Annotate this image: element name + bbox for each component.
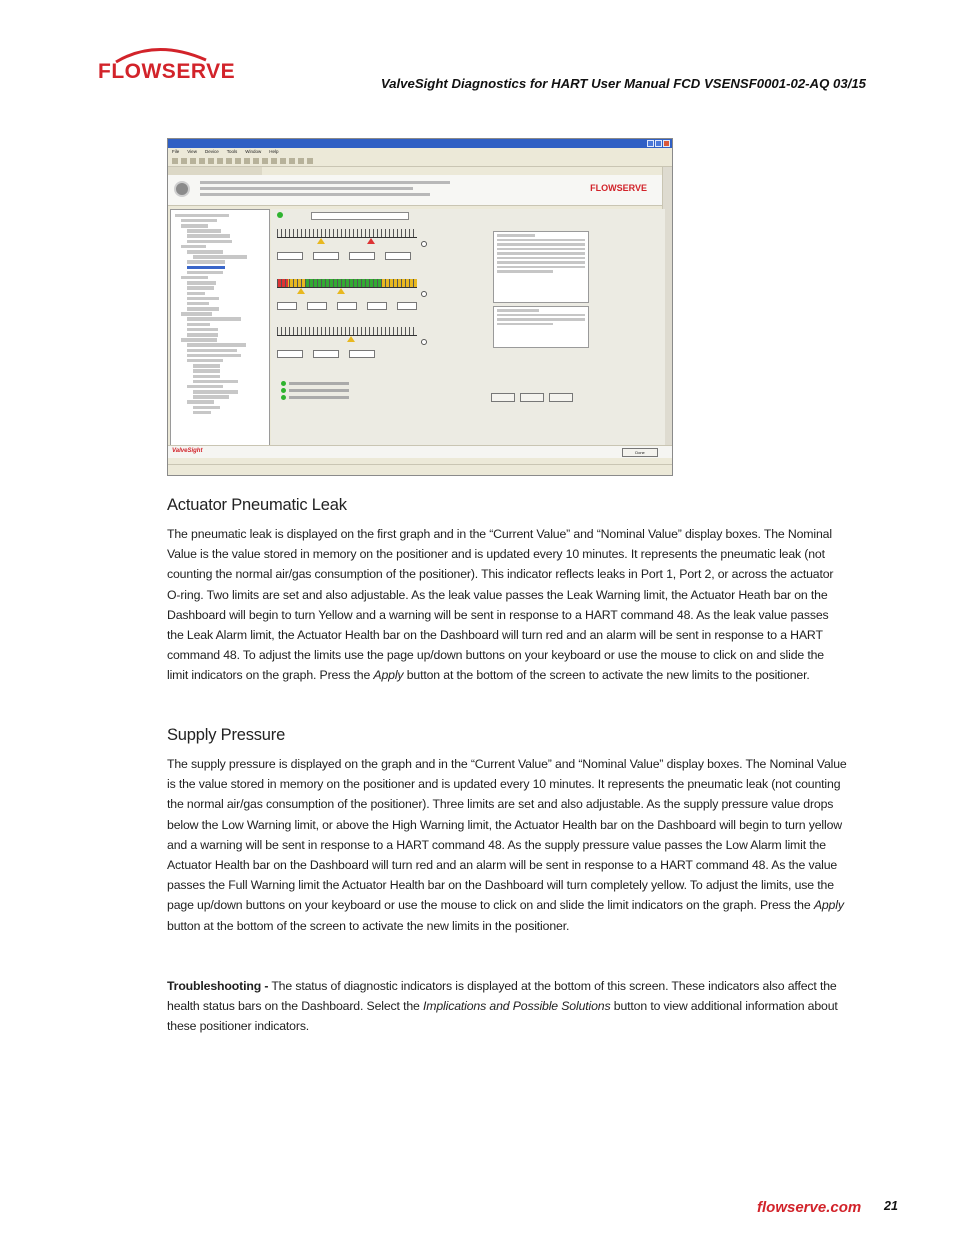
device-banner: [168, 175, 663, 206]
actuator-field: [311, 212, 409, 220]
app-footer: [168, 445, 672, 458]
tool-icon: [208, 158, 214, 164]
window-controls: [647, 140, 670, 147]
ram-limit-graph: [277, 327, 417, 358]
apply-term: Apply: [373, 668, 404, 683]
tool-icon: [262, 158, 268, 164]
tool-icon: [181, 158, 187, 164]
implications-term: Implications and Possible Solutions: [422, 999, 611, 1014]
possible-solution-panel: [493, 306, 589, 348]
menu-help: Help: [269, 149, 279, 154]
troubleshooting-label: Troubleshooting -: [167, 979, 269, 993]
action-buttons: [491, 393, 573, 402]
minimize-icon: [647, 140, 654, 147]
tool-icon: [271, 158, 277, 164]
done-label: Done: [635, 450, 645, 455]
page-number: 21: [884, 1199, 898, 1213]
pneumatic-leak-graph: [277, 229, 417, 260]
menu-file: File: [172, 149, 180, 154]
device-tab: [168, 167, 262, 175]
menu-tools: Tools: [226, 149, 238, 154]
implications-option: [421, 241, 427, 247]
apply-term: Apply: [813, 898, 844, 913]
section-heading: Supply Pressure: [167, 726, 286, 744]
section-body: [167, 754, 847, 936]
done-button: [622, 448, 658, 457]
tool-icon: [307, 158, 313, 164]
menu-window: Window: [245, 149, 262, 154]
tool-icon: [289, 158, 295, 164]
tool-icon: [280, 158, 286, 164]
status-indicators: [281, 379, 349, 402]
status-bar: [168, 464, 672, 475]
status-led-icon: [277, 212, 283, 218]
software-screenshot: [167, 138, 673, 476]
toolbar: [168, 156, 672, 167]
menu-bar: [168, 148, 672, 156]
logo-wordmark: FLOWSERVE: [98, 60, 236, 83]
menu-view: View: [187, 149, 197, 154]
valve-device-icon: [174, 181, 190, 197]
manual-title: ValveSight Diagnostics for HART User Manual FCD VSENSF0001-02-AQ 03/15: [380, 76, 866, 91]
body-text: The supply pressure is displayed on the graph and in the “Current Value” and “Nominal Value” display boxes. The Nominal Value is the value stored in memory on the positioner and is updated every 10 minutes. It represents the pneumatic leak (not counting the normal air/gas consumption of the positioner). Three limits are set and also adjustable. As the supply pressure value drops below the Low Warning limit, or above the High Warning limit, the Actuator Health bar on the Dashboard will begin to turn yellow and a warning will be sent in response to a HART command 48. As the supply pressure value passes the Low Alarm limit the Actuator Health bar on the Dashboard will turn red and an alarm will be sent in response to a HART command 48. As the value passes the Full Warning limit the Actuator Health bar on the Dashboard will turn completely yellow. To adjust the limits, use the page up/down buttons on your keyboard or use the mouse to click on and slide the limit indicators on the graph. Press the: [167, 757, 847, 913]
tool-icon: [253, 158, 259, 164]
device-info-lines: [200, 178, 450, 199]
tool-icon: [226, 158, 232, 164]
body-text: button at the bottom of the screen to activate the new limits to the positioner.: [403, 668, 810, 683]
close-icon: [663, 140, 670, 147]
troubleshooting-paragraph: [167, 976, 847, 1037]
valvesight-brand: ValveSight: [172, 448, 203, 454]
navigation-tree: [170, 209, 270, 447]
flowserve-logo: [96, 44, 236, 94]
body-text: button to view additional information about these positioner indicators.: [167, 999, 838, 1034]
section-heading: Actuator Pneumatic Leak: [167, 496, 347, 514]
implications-option: [421, 291, 427, 297]
tool-icon: [199, 158, 205, 164]
tool-icon: [172, 158, 178, 164]
body-text: button at the bottom of the screen to activate the new limits in the positioner.: [167, 918, 570, 933]
footer-url[interactable]: flowserve.com: [757, 1199, 862, 1216]
menu-device: Device: [204, 149, 219, 154]
tool-icon: [217, 158, 223, 164]
screenshot-logo: FLOWSERVE: [590, 183, 647, 193]
maximize-icon: [655, 140, 662, 147]
tool-icon: [190, 158, 196, 164]
body-text: The status of diagnostic indicators is displayed at the bottom of this screen. These indicators also affect the health status bars on the Dashboard. Select the: [167, 979, 837, 1014]
tool-icon: [235, 158, 241, 164]
implications-option: [421, 339, 427, 345]
tool-icon: [244, 158, 250, 164]
supply-pressure-graph: [277, 279, 417, 310]
body-text: The pneumatic leak is displayed on the first graph and in the “Current Value” and “Nominal Value” display boxes. The Nominal Value is the value stored in memory on the positioner and is updated every 10 minutes. It represents the pneumatic leak (not counting the normal air/gas consumption of the positioner). This indicator reflects leaks in Port 1, Port 2, or across the actuator O-ring. Two limits are set and also adjustable. As the leak value passes the Leak Warning limit, the Actuator Heath bar on the Dashboard will begin to turn Yellow and a warning will be sent in response to a HART command 48. As the leak value passes the Leak Alarm limit, the Actuator Health bar on the Dashboard will turn red and an alarm will be sent in response to a HART command 48. To adjust the limits use the page up/down buttons on your keyboard or use the mouse to click on and slide the limit indicators on the graph. Press the: [167, 527, 834, 683]
diagnostic-panel: [271, 209, 665, 445]
tool-icon: [298, 158, 304, 164]
help-panel: [493, 231, 589, 303]
section-body: [167, 524, 847, 686]
window-titlebar: [168, 139, 672, 148]
